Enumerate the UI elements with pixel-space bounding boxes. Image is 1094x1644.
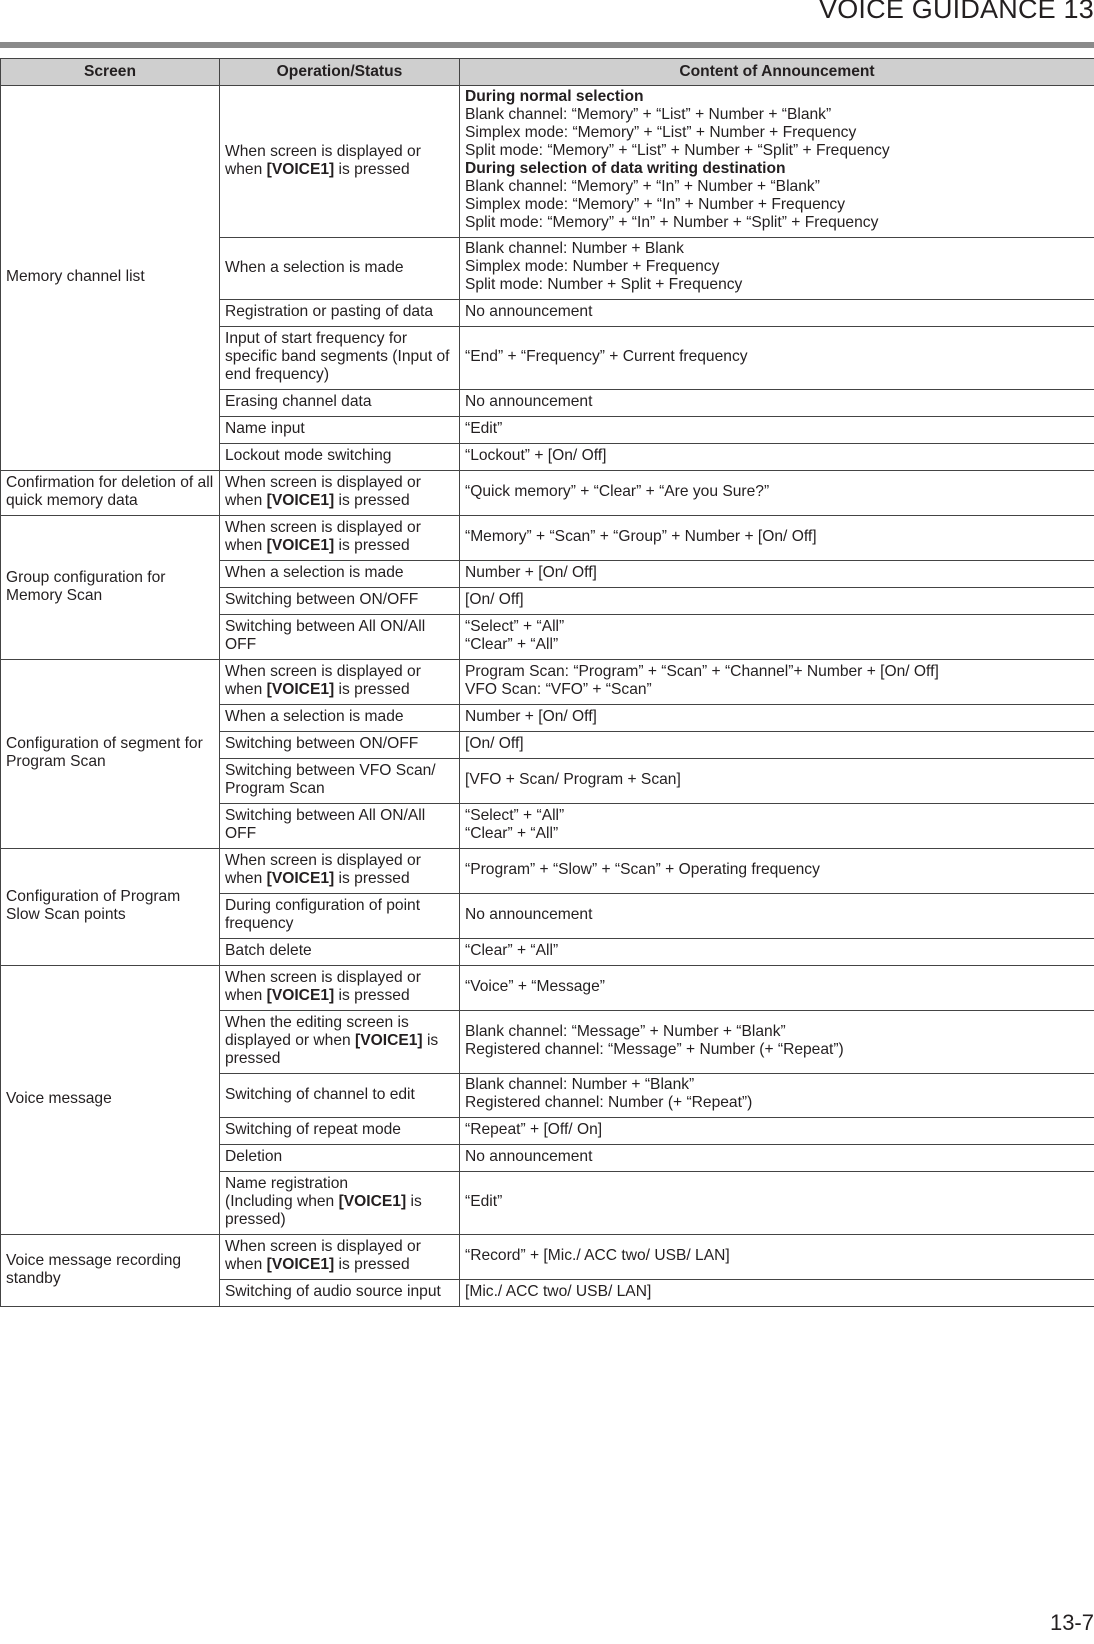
operation-text: is pressed — [334, 987, 410, 1004]
screen-cell: Configuration of Program Slow Scan points — [1, 849, 220, 966]
operation-text: Switching between All ON/All OFF — [225, 618, 426, 653]
operation-text: Switching between ON/OFF — [225, 591, 419, 608]
announcement-line: “Record” + [Mic./ ACC two/ USB/ LAN] — [465, 1246, 730, 1264]
operation-text: is pressed — [225, 1032, 439, 1067]
announcement-line: Registered channel: “Message” + Number (+ “Repeat”) — [465, 1040, 844, 1058]
announcement-line: Split mode: Number + Split + Frequency — [465, 276, 743, 293]
key-label: [VOICE1] — [266, 681, 335, 698]
operation-cell — [220, 417, 460, 444]
operation-text: When screen is displayed or when — [225, 474, 421, 509]
operation-text: Name input — [225, 420, 305, 437]
key-label: [VOICE1] — [338, 1193, 407, 1210]
announcement-line: Number + [On/ Off] — [465, 563, 597, 581]
announcement-line: “Clear” + “All” — [465, 824, 559, 842]
column-header-announcement: Content of Announcement — [460, 59, 1094, 86]
announcement-line: “Clear” + “All” — [465, 941, 559, 959]
voice-guidance-table — [0, 58, 1094, 1307]
operation-cell — [220, 732, 460, 759]
announcement-line: [VFO + Scan/ Program + Scan] — [465, 770, 681, 788]
announcement-line: “Select” + “All” — [465, 806, 565, 824]
announcement-cell — [460, 390, 1094, 417]
operation-cell — [220, 1074, 460, 1118]
key-label: [VOICE1] — [266, 160, 335, 178]
operation-cell — [220, 327, 460, 390]
announcement-line: “End” + “Frequency” + Current frequency — [465, 347, 748, 365]
operation-cell — [220, 705, 460, 732]
operation-text: When screen is displayed or when — [225, 852, 421, 887]
announcement-line: No announcement — [465, 302, 593, 320]
operation-text: When a selection is made — [225, 258, 404, 276]
announcement-line: Blank channel: Number + “Blank” — [465, 1076, 695, 1093]
operation-text: (Including when — [225, 1193, 339, 1210]
operation-text: is pressed) — [225, 1193, 422, 1228]
announcement-cell — [460, 1011, 1094, 1074]
announcement-cell — [460, 615, 1094, 660]
announcement-line: Registered channel: Number (+ “Repeat”) — [465, 1094, 753, 1111]
operation-cell — [220, 1280, 460, 1307]
operation-text: Erasing channel data — [225, 393, 372, 410]
table-row — [1, 86, 1094, 238]
announcement-line: No announcement — [465, 905, 593, 923]
announcement-cell — [460, 660, 1094, 705]
announcement-cell — [460, 444, 1094, 471]
operation-text: Batch delete — [225, 942, 312, 959]
operation-text: is pressed — [334, 681, 410, 698]
announcement-cell — [460, 327, 1094, 390]
operation-cell — [220, 939, 460, 966]
operation-text: During configuration of point frequency — [225, 897, 421, 932]
operation-text: is pressed — [334, 492, 410, 509]
announcement-cell — [460, 1172, 1094, 1235]
operation-cell — [220, 849, 460, 894]
operation-text: Name registration — [225, 1175, 349, 1192]
table-body — [1, 86, 1094, 1307]
key-label: [VOICE1] — [266, 987, 335, 1004]
announcement-cell — [460, 417, 1094, 444]
operation-text: When screen is displayed or when — [225, 519, 421, 554]
announcement-cell — [460, 894, 1094, 939]
screen-cell: Configuration of segment for Program Scan — [1, 660, 220, 849]
announcement-cell — [460, 300, 1094, 327]
table-row — [1, 660, 1094, 705]
operation-text: Switching of channel to edit — [225, 1085, 415, 1103]
key-label: [VOICE1] — [266, 1256, 335, 1273]
operation-cell — [220, 588, 460, 615]
operation-text: When screen is displayed or when — [225, 969, 421, 1004]
operation-text: When a selection is made — [225, 708, 404, 725]
column-header-screen: Screen — [1, 59, 220, 86]
announcement-cell — [460, 561, 1094, 588]
announcement-line: Program Scan: “Program” + “Scan” + “Channel”+ Number + [On/ Off] — [465, 662, 939, 680]
key-label: [VOICE1] — [266, 870, 335, 887]
operation-text: When screen is displayed or when — [225, 1238, 421, 1273]
announcement-line: Simplex mode: “Memory” + “In” + Number + Frequency — [465, 196, 846, 213]
operation-cell — [220, 894, 460, 939]
announcement-line: “Voice” + “Message” — [465, 977, 605, 995]
table-row — [1, 966, 1094, 1011]
operation-text: Deletion — [225, 1148, 283, 1165]
operation-text: is pressed — [334, 1256, 410, 1273]
announcement-line: Blank channel: “Message” + Number + “Blank” — [465, 1022, 786, 1040]
operation-cell — [220, 238, 460, 300]
table-row — [1, 516, 1094, 561]
operation-cell — [220, 300, 460, 327]
operation-text: When the editing screen is displayed or when — [225, 1014, 409, 1049]
page-number: 13-7 — [1049, 1610, 1094, 1635]
announcement-line: No announcement — [465, 1147, 593, 1165]
announcement-cell — [460, 1235, 1094, 1280]
announcement-line: Blank channel: Number + Blank — [465, 240, 684, 257]
announcement-line: Blank channel: “Memory” + “In” + Number + “Blank” — [465, 178, 820, 195]
operation-cell — [220, 966, 460, 1011]
announcement-line: “Program” + “Slow” + “Scan” + Operating frequency — [465, 860, 820, 878]
operation-cell — [220, 759, 460, 804]
header-rule — [0, 42, 1094, 48]
operation-cell — [220, 1011, 460, 1074]
operation-text: Switching between VFO Scan/ Program Scan — [225, 762, 436, 797]
announcement-line: [On/ Off] — [465, 734, 524, 752]
screen-cell: Memory channel list — [1, 86, 220, 471]
announcement-cell — [460, 705, 1094, 732]
table-header-row — [1, 59, 1094, 86]
announcement-line: “Quick memory” + “Clear” + “Are you Sure?” — [465, 482, 770, 500]
announcement-line: “Edit” — [465, 419, 503, 437]
announcement-cell — [460, 86, 1094, 238]
operation-text: Registration or pasting of data — [225, 303, 434, 320]
key-label: [VOICE1] — [266, 537, 335, 554]
operation-cell — [220, 471, 460, 516]
announcement-cell — [460, 1118, 1094, 1145]
screen-cell: Confirmation for deletion of all quick memory data — [1, 471, 220, 516]
announcement-subheading: During selection of data writing destination — [465, 160, 786, 177]
announcement-cell — [460, 939, 1094, 966]
announcement-cell — [460, 1074, 1094, 1118]
announcement-line: [On/ Off] — [465, 590, 524, 608]
column-header-operation: Operation/Status — [220, 59, 460, 86]
operation-cell — [220, 1145, 460, 1172]
operation-text: Switching between All ON/All OFF — [225, 807, 426, 842]
announcement-subheading: During normal selection — [465, 88, 644, 105]
operation-cell — [220, 390, 460, 417]
operation-text: Switching of repeat mode — [225, 1121, 401, 1138]
operation-cell — [220, 1118, 460, 1145]
table-row — [1, 849, 1094, 894]
key-label: [VOICE1] — [355, 1032, 423, 1049]
announcement-line: Number + [On/ Off] — [465, 707, 597, 725]
announcement-cell — [460, 759, 1094, 804]
table-row — [1, 1235, 1094, 1280]
announcement-line: Blank channel: “Memory” + “List” + Number + “Blank” — [465, 106, 832, 123]
announcement-cell — [460, 804, 1094, 849]
screen-cell: Voice message — [1, 966, 220, 1235]
announcement-cell — [460, 588, 1094, 615]
key-label: [VOICE1] — [266, 492, 335, 509]
announcement-line: VFO Scan: “VFO” + “Scan” — [465, 680, 652, 698]
announcement-cell — [460, 1280, 1094, 1307]
operation-text: Switching between ON/OFF — [225, 735, 419, 752]
announcement-line: “Edit” — [465, 1192, 503, 1210]
operation-cell — [220, 660, 460, 705]
table-row — [1, 471, 1094, 516]
announcement-line: Simplex mode: “Memory” + “List” + Number + Frequency — [465, 124, 857, 141]
announcement-cell — [460, 732, 1094, 759]
operation-cell — [220, 516, 460, 561]
announcement-cell — [460, 1145, 1094, 1172]
screen-cell: Group configuration for Memory Scan — [1, 516, 220, 660]
announcement-cell — [460, 238, 1094, 300]
operation-text: is pressed — [334, 160, 410, 178]
announcement-line: “Repeat” + [Off/ On] — [465, 1120, 603, 1138]
operation-text: Lockout mode switching — [225, 447, 392, 464]
announcement-line: “Lockout” + [On/ Off] — [465, 446, 607, 464]
announcement-line: “Memory” + “Scan” + “Group” + Number + [On/ Off] — [465, 527, 817, 545]
operation-text: When a selection is made — [225, 564, 404, 581]
operation-cell — [220, 86, 460, 238]
operation-cell — [220, 444, 460, 471]
chapter-title: VOICE GUIDANCE 13 — [819, 0, 1094, 24]
operation-cell — [220, 804, 460, 849]
operation-cell — [220, 1172, 460, 1235]
announcement-line: Simplex mode: Number + Frequency — [465, 258, 720, 275]
announcement-cell — [460, 471, 1094, 516]
operation-text: is pressed — [334, 870, 410, 887]
operation-text: When screen is displayed or when — [225, 142, 421, 178]
operation-cell — [220, 1235, 460, 1280]
announcement-line: Split mode: “Memory” + “List” + Number + “Split” + Frequency — [465, 142, 890, 159]
operation-text: is pressed — [334, 537, 410, 554]
announcement-line: [Mic./ ACC two/ USB/ LAN] — [465, 1282, 652, 1300]
announcement-cell — [460, 849, 1094, 894]
announcement-line: No announcement — [465, 392, 593, 410]
announcement-line: “Select” + “All” — [465, 617, 565, 635]
announcement-cell — [460, 516, 1094, 561]
operation-cell — [220, 561, 460, 588]
operation-text: When screen is displayed or when — [225, 663, 421, 698]
operation-text: Input of start frequency for specific band segments (Input of end frequency) — [225, 330, 450, 383]
announcement-line: Split mode: “Memory” + “In” + Number + “Split” + Frequency — [465, 214, 879, 231]
screen-cell: Voice message recording standby — [1, 1235, 220, 1307]
operation-cell — [220, 615, 460, 660]
announcement-line: “Clear” + “All” — [465, 635, 559, 653]
operation-text: Switching of audio source input — [225, 1283, 441, 1300]
announcement-cell — [460, 966, 1094, 1011]
